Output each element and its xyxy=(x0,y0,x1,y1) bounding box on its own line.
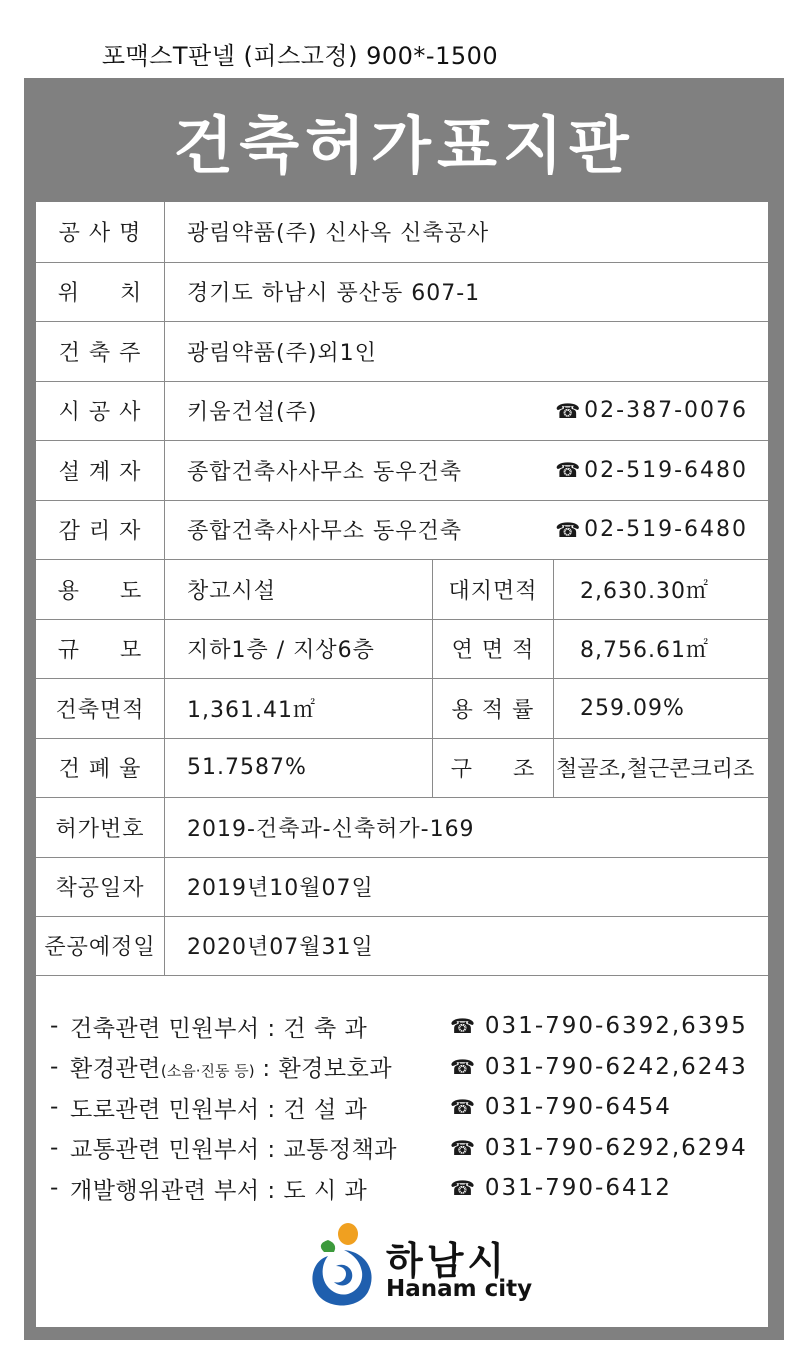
telephone-icon: ☎ xyxy=(450,1176,475,1201)
row-label: 건 축 주 xyxy=(36,322,165,381)
row-label: 시 공 사 xyxy=(36,382,165,441)
table-row xyxy=(36,262,768,322)
row-label: 건축면적 xyxy=(36,679,165,738)
contact-department: 도로관련 민원부서 : 건 설 과 xyxy=(70,1096,368,1123)
list-item: - 건축관련 민원부서 : 건 축 과 ☎ 031-790-6392,6395 xyxy=(50,1006,760,1047)
list-item: - 교통관련 민원부서 : 교통정책과 ☎ 031-790-6292,6294 xyxy=(50,1128,760,1169)
contact-department: 환경관련(소음·진동 등) : 환경보호과 xyxy=(70,1056,393,1083)
row-label: 허가번호 xyxy=(36,798,165,857)
row-label: 건 폐 율 xyxy=(36,739,165,798)
contact-list xyxy=(50,1006,760,1209)
row-label: 착공일자 xyxy=(36,858,165,917)
row-value: 경기도 하남시 풍산동 607-1 xyxy=(187,281,481,307)
row-label-secondary: 용 적 률 xyxy=(432,679,554,738)
row-label-secondary: 구 조 xyxy=(432,739,554,798)
row-value-secondary: 259.09% xyxy=(580,695,685,721)
row-label: 규 모 xyxy=(36,620,165,679)
contact-phone: 031-790-6292,6294 xyxy=(484,1134,748,1161)
hanam-emblem-icon xyxy=(306,1222,382,1312)
table-row xyxy=(36,500,768,560)
logo-english-name: Hanam city xyxy=(386,1276,533,1302)
row-label: 준공예정일 xyxy=(36,917,165,975)
row-value: 지하1층 / 지상6층 xyxy=(187,638,375,664)
hanam-city-logo xyxy=(306,1222,546,1312)
table-row xyxy=(36,440,768,500)
logo-korean-name: 하남시 xyxy=(386,1239,509,1283)
sign-frame xyxy=(24,78,784,1340)
row-value: 51.7587% xyxy=(187,755,307,781)
row-value-secondary: 철골조,철근콘크리조 xyxy=(556,757,755,783)
row-value: 종합건축사사무소 동우건축 xyxy=(187,459,463,485)
row-label: 공 사 명 xyxy=(36,202,165,262)
table-row xyxy=(36,559,768,619)
row-value: 2020년07월31일 xyxy=(187,935,374,961)
table-row xyxy=(36,202,768,262)
row-value: 1,361.41㎡ xyxy=(187,697,316,723)
telephone-icon: ☎ xyxy=(555,398,583,423)
table-row xyxy=(36,321,768,381)
telephone-icon: ☎ xyxy=(450,1135,475,1160)
telephone-icon: ☎ xyxy=(450,1014,475,1039)
product-caption: 포맥스T판넬 (피스고정) 900*-1500 xyxy=(101,42,499,70)
row-label: 위 치 xyxy=(36,263,165,322)
designer-phone xyxy=(555,441,748,500)
row-value-secondary: 2,630.30㎡ xyxy=(580,578,709,604)
list-item: - 개발행위관련 부서 : 도 시 과 ☎ 031-790-6412 xyxy=(50,1168,760,1209)
table-row xyxy=(36,678,768,738)
contact-phone: 031-790-6454 xyxy=(484,1094,672,1121)
sign-title: 건축허가표지판 xyxy=(173,108,635,182)
row-label-secondary: 대지면적 xyxy=(432,560,554,619)
table-row xyxy=(36,857,768,917)
phone-number: 02-519-6480 xyxy=(584,517,748,543)
contact-department: 건축관련 민원부서 : 건 축 과 xyxy=(70,1015,368,1042)
contact-phone: 031-790-6392,6395 xyxy=(484,1013,748,1040)
row-value: 키움건설(주) xyxy=(187,400,318,426)
contact-department: 교통관련 민원부서 : 교통정책과 xyxy=(70,1137,398,1164)
telephone-icon: ☎ xyxy=(450,1095,475,1120)
row-value: 2019년10월07일 xyxy=(187,876,374,902)
row-value: 2019-건축과-신축허가-169 xyxy=(187,816,475,842)
telephone-icon: ☎ xyxy=(555,458,583,483)
contact-phone: 031-790-6242,6243 xyxy=(484,1053,748,1080)
row-label-secondary: 연 면 적 xyxy=(432,620,554,679)
list-item: - 환경관련(소음·진동 등) : 환경보호과 ☎ 031-790-6242,6243 xyxy=(50,1047,760,1088)
phone-number: 02-519-6480 xyxy=(584,457,748,483)
row-value: 광림약품(주) 신사옥 신축공사 xyxy=(187,221,490,247)
table-row xyxy=(36,381,768,441)
table-row xyxy=(36,916,768,976)
row-value: 광림약품(주)외1인 xyxy=(187,340,377,366)
table-row xyxy=(36,738,768,798)
contact-phone: 031-790-6412 xyxy=(484,1175,672,1202)
contact-department: 개발행위관련 부서 : 도 시 과 xyxy=(70,1177,368,1204)
contractor-phone xyxy=(555,382,748,441)
row-label: 감 리 자 xyxy=(36,501,165,560)
info-table xyxy=(36,202,768,976)
row-value-secondary: 8,756.61㎡ xyxy=(580,638,709,664)
telephone-icon: ☎ xyxy=(450,1054,475,1079)
sign-panel xyxy=(36,202,768,1327)
row-value: 종합건축사사무소 동우건축 xyxy=(187,519,463,545)
telephone-icon: ☎ xyxy=(555,517,583,542)
supervisor-phone xyxy=(555,501,748,560)
list-item: - 도로관련 민원부서 : 건 설 과 ☎ 031-790-6454 xyxy=(50,1087,760,1128)
table-row xyxy=(36,797,768,857)
phone-number: 02-387-0076 xyxy=(584,398,748,424)
row-label: 설 계 자 xyxy=(36,441,165,500)
table-row xyxy=(36,619,768,679)
row-value: 창고시설 xyxy=(187,578,277,604)
row-label: 용 도 xyxy=(36,560,165,619)
